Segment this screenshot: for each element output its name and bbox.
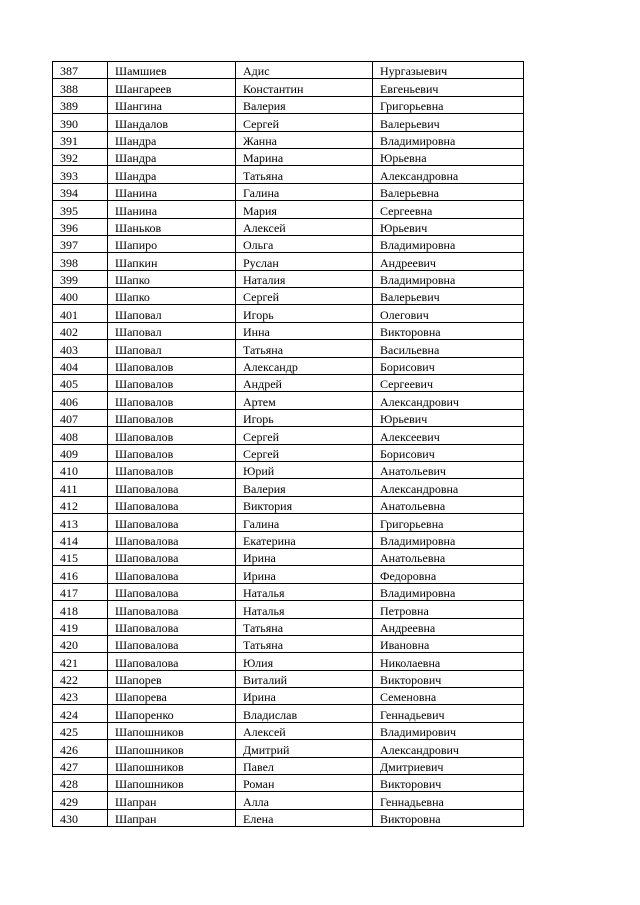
patronymic-cell: Юрьевич xyxy=(373,218,524,235)
table-row xyxy=(53,79,524,96)
table-row xyxy=(53,409,524,426)
table-row xyxy=(53,218,524,235)
first-name-cell: Галина xyxy=(236,183,373,200)
table-row xyxy=(53,253,524,270)
surname-cell: Шапоренко xyxy=(108,705,236,722)
surname-cell: Шаповалов xyxy=(108,461,236,478)
surname-cell: Шаповалов xyxy=(108,409,236,426)
table-row xyxy=(53,201,524,218)
surname-cell: Шаповалова xyxy=(108,548,236,565)
surname-cell: Шаповалова xyxy=(108,635,236,652)
names-table xyxy=(52,61,524,827)
row-number-cell: 393 xyxy=(53,166,108,183)
patronymic-cell: Анатольевна xyxy=(373,548,524,565)
patronymic-cell: Григорьевна xyxy=(373,514,524,531)
first-name-cell: Наталья xyxy=(236,601,373,618)
table-row xyxy=(53,288,524,305)
surname-cell: Шаповалова xyxy=(108,653,236,670)
surname-cell: Шамшиев xyxy=(108,62,236,79)
patronymic-cell: Евгеньевич xyxy=(373,79,524,96)
surname-cell: Шаповалова xyxy=(108,479,236,496)
first-name-cell: Андрей xyxy=(236,375,373,392)
patronymic-cell: Александровна xyxy=(373,479,524,496)
surname-cell: Шапошников xyxy=(108,775,236,792)
table-row xyxy=(53,514,524,531)
first-name-cell: Валерия xyxy=(236,479,373,496)
table-row xyxy=(53,392,524,409)
row-number-cell: 394 xyxy=(53,183,108,200)
row-number-cell: 408 xyxy=(53,427,108,444)
table-row xyxy=(53,705,524,722)
first-name-cell: Ирина xyxy=(236,566,373,583)
first-name-cell: Александр xyxy=(236,357,373,374)
row-number-cell: 400 xyxy=(53,288,108,305)
row-number-cell: 405 xyxy=(53,375,108,392)
patronymic-cell: Владимировна xyxy=(373,531,524,548)
row-number-cell: 399 xyxy=(53,270,108,287)
first-name-cell: Сергей xyxy=(236,427,373,444)
table-row xyxy=(53,183,524,200)
surname-cell: Шаповалова xyxy=(108,531,236,548)
table-row xyxy=(53,792,524,809)
surname-cell: Шапорева xyxy=(108,688,236,705)
row-number-cell: 397 xyxy=(53,235,108,252)
row-number-cell: 420 xyxy=(53,635,108,652)
first-name-cell: Руслан xyxy=(236,253,373,270)
surname-cell: Шандра xyxy=(108,148,236,165)
patronymic-cell: Анатольевна xyxy=(373,496,524,513)
row-number-cell: 412 xyxy=(53,496,108,513)
patronymic-cell: Александрович xyxy=(373,392,524,409)
names-table-body xyxy=(53,62,524,827)
table-row xyxy=(53,566,524,583)
patronymic-cell: Владимирович xyxy=(373,722,524,739)
surname-cell: Шапко xyxy=(108,270,236,287)
first-name-cell: Наталья xyxy=(236,583,373,600)
surname-cell: Шаповалова xyxy=(108,583,236,600)
patronymic-cell: Валерьевич xyxy=(373,114,524,131)
table-row xyxy=(53,357,524,374)
row-number-cell: 419 xyxy=(53,618,108,635)
patronymic-cell: Олегович xyxy=(373,305,524,322)
first-name-cell: Ирина xyxy=(236,548,373,565)
table-row xyxy=(53,340,524,357)
table-row xyxy=(53,548,524,565)
table-row xyxy=(53,688,524,705)
row-number-cell: 403 xyxy=(53,340,108,357)
first-name-cell: Владислав xyxy=(236,705,373,722)
first-name-cell: Игорь xyxy=(236,409,373,426)
patronymic-cell: Викторович xyxy=(373,775,524,792)
table-row xyxy=(53,270,524,287)
table-row xyxy=(53,479,524,496)
patronymic-cell: Борисович xyxy=(373,357,524,374)
row-number-cell: 401 xyxy=(53,305,108,322)
surname-cell: Шангареев xyxy=(108,79,236,96)
table-row xyxy=(53,618,524,635)
row-number-cell: 395 xyxy=(53,201,108,218)
row-number-cell: 424 xyxy=(53,705,108,722)
patronymic-cell: Юрьевна xyxy=(373,148,524,165)
row-number-cell: 414 xyxy=(53,531,108,548)
table-row xyxy=(53,740,524,757)
patronymic-cell: Валерьевна xyxy=(373,183,524,200)
surname-cell: Шаповалова xyxy=(108,496,236,513)
row-number-cell: 430 xyxy=(53,809,108,826)
surname-cell: Шаповал xyxy=(108,340,236,357)
row-number-cell: 423 xyxy=(53,688,108,705)
table-row xyxy=(53,444,524,461)
patronymic-cell: Юрьевич xyxy=(373,409,524,426)
surname-cell: Шаповалова xyxy=(108,514,236,531)
surname-cell: Шандалов xyxy=(108,114,236,131)
patronymic-cell: Анатольевич xyxy=(373,461,524,478)
row-number-cell: 415 xyxy=(53,548,108,565)
row-number-cell: 422 xyxy=(53,670,108,687)
patronymic-cell: Андреевна xyxy=(373,618,524,635)
first-name-cell: Константин xyxy=(236,79,373,96)
first-name-cell: Адис xyxy=(236,62,373,79)
table-row xyxy=(53,496,524,513)
table-row xyxy=(53,809,524,826)
patronymic-cell: Нургазыевич xyxy=(373,62,524,79)
row-number-cell: 390 xyxy=(53,114,108,131)
row-number-cell: 387 xyxy=(53,62,108,79)
patronymic-cell: Владимировна xyxy=(373,131,524,148)
patronymic-cell: Дмитриевич xyxy=(373,757,524,774)
first-name-cell: Ирина xyxy=(236,688,373,705)
first-name-cell: Екатерина xyxy=(236,531,373,548)
first-name-cell: Мария xyxy=(236,201,373,218)
first-name-cell: Татьяна xyxy=(236,340,373,357)
surname-cell: Шанина xyxy=(108,201,236,218)
table-row xyxy=(53,322,524,339)
table-row xyxy=(53,96,524,113)
surname-cell: Шаповалов xyxy=(108,375,236,392)
first-name-cell: Татьяна xyxy=(236,635,373,652)
table-row xyxy=(53,461,524,478)
row-number-cell: 388 xyxy=(53,79,108,96)
patronymic-cell: Валерьевич xyxy=(373,288,524,305)
first-name-cell: Ольга xyxy=(236,235,373,252)
table-row xyxy=(53,131,524,148)
row-number-cell: 425 xyxy=(53,722,108,739)
row-number-cell: 391 xyxy=(53,131,108,148)
first-name-cell: Алла xyxy=(236,792,373,809)
patronymic-cell: Андреевич xyxy=(373,253,524,270)
table-row xyxy=(53,166,524,183)
row-number-cell: 428 xyxy=(53,775,108,792)
first-name-cell: Сергей xyxy=(236,288,373,305)
table-row xyxy=(53,427,524,444)
first-name-cell: Дмитрий xyxy=(236,740,373,757)
surname-cell: Шаньков xyxy=(108,218,236,235)
patronymic-cell: Семеновна xyxy=(373,688,524,705)
patronymic-cell: Геннадьевна xyxy=(373,792,524,809)
table-row xyxy=(53,583,524,600)
surname-cell: Шанина xyxy=(108,183,236,200)
surname-cell: Шапко xyxy=(108,288,236,305)
first-name-cell: Артем xyxy=(236,392,373,409)
surname-cell: Шапран xyxy=(108,792,236,809)
row-number-cell: 404 xyxy=(53,357,108,374)
first-name-cell: Елена xyxy=(236,809,373,826)
patronymic-cell: Петровна xyxy=(373,601,524,618)
row-number-cell: 418 xyxy=(53,601,108,618)
surname-cell: Шаповалова xyxy=(108,618,236,635)
patronymic-cell: Борисович xyxy=(373,444,524,461)
first-name-cell: Алексей xyxy=(236,722,373,739)
first-name-cell: Виктория xyxy=(236,496,373,513)
table-row xyxy=(53,114,524,131)
row-number-cell: 426 xyxy=(53,740,108,757)
table-row xyxy=(53,148,524,165)
patronymic-cell: Викторович xyxy=(373,670,524,687)
row-number-cell: 396 xyxy=(53,218,108,235)
table-row xyxy=(53,305,524,322)
surname-cell: Шаповал xyxy=(108,305,236,322)
row-number-cell: 413 xyxy=(53,514,108,531)
patronymic-cell: Владимировна xyxy=(373,235,524,252)
surname-cell: Шандра xyxy=(108,131,236,148)
table-row xyxy=(53,601,524,618)
patronymic-cell: Николаевна xyxy=(373,653,524,670)
row-number-cell: 406 xyxy=(53,392,108,409)
table-row xyxy=(53,757,524,774)
patronymic-cell: Сергеевна xyxy=(373,201,524,218)
table-row xyxy=(53,531,524,548)
surname-cell: Шапошников xyxy=(108,740,236,757)
first-name-cell: Юлия xyxy=(236,653,373,670)
patronymic-cell: Викторовна xyxy=(373,322,524,339)
surname-cell: Шаповалов xyxy=(108,392,236,409)
patronymic-cell: Сергеевич xyxy=(373,375,524,392)
surname-cell: Шаповалов xyxy=(108,357,236,374)
row-number-cell: 410 xyxy=(53,461,108,478)
patronymic-cell: Владимировна xyxy=(373,583,524,600)
patronymic-cell: Ивановна xyxy=(373,635,524,652)
table-row xyxy=(53,653,524,670)
row-number-cell: 429 xyxy=(53,792,108,809)
patronymic-cell: Григорьевна xyxy=(373,96,524,113)
first-name-cell: Татьяна xyxy=(236,166,373,183)
row-number-cell: 416 xyxy=(53,566,108,583)
first-name-cell: Сергей xyxy=(236,114,373,131)
patronymic-cell: Владимировна xyxy=(373,270,524,287)
surname-cell: Шаповалова xyxy=(108,601,236,618)
first-name-cell: Инна xyxy=(236,322,373,339)
surname-cell: Шаповал xyxy=(108,322,236,339)
first-name-cell: Валерия xyxy=(236,96,373,113)
patronymic-cell: Алексеевич xyxy=(373,427,524,444)
row-number-cell: 409 xyxy=(53,444,108,461)
table-row xyxy=(53,235,524,252)
row-number-cell: 411 xyxy=(53,479,108,496)
patronymic-cell: Васильевна xyxy=(373,340,524,357)
row-number-cell: 417 xyxy=(53,583,108,600)
surname-cell: Шандра xyxy=(108,166,236,183)
table-row xyxy=(53,635,524,652)
table-row xyxy=(53,722,524,739)
patronymic-cell: Викторовна xyxy=(373,809,524,826)
surname-cell: Шапкин xyxy=(108,253,236,270)
first-name-cell: Роман xyxy=(236,775,373,792)
first-name-cell: Наталия xyxy=(236,270,373,287)
first-name-cell: Юрий xyxy=(236,461,373,478)
surname-cell: Шаповалов xyxy=(108,444,236,461)
surname-cell: Шапиро xyxy=(108,235,236,252)
first-name-cell: Игорь xyxy=(236,305,373,322)
patronymic-cell: Федоровна xyxy=(373,566,524,583)
surname-cell: Шаповалов xyxy=(108,427,236,444)
first-name-cell: Алексей xyxy=(236,218,373,235)
patronymic-cell: Александровна xyxy=(373,166,524,183)
first-name-cell: Галина xyxy=(236,514,373,531)
first-name-cell: Павел xyxy=(236,757,373,774)
patronymic-cell: Геннадьевич xyxy=(373,705,524,722)
first-name-cell: Марина xyxy=(236,148,373,165)
row-number-cell: 402 xyxy=(53,322,108,339)
table-row xyxy=(53,375,524,392)
table-row xyxy=(53,62,524,79)
first-name-cell: Жанна xyxy=(236,131,373,148)
first-name-cell: Сергей xyxy=(236,444,373,461)
first-name-cell: Виталий xyxy=(236,670,373,687)
table-row xyxy=(53,775,524,792)
row-number-cell: 398 xyxy=(53,253,108,270)
row-number-cell: 427 xyxy=(53,757,108,774)
surname-cell: Шангина xyxy=(108,96,236,113)
table-row xyxy=(53,670,524,687)
row-number-cell: 392 xyxy=(53,148,108,165)
surname-cell: Шапошников xyxy=(108,722,236,739)
first-name-cell: Татьяна xyxy=(236,618,373,635)
patronymic-cell: Александрович xyxy=(373,740,524,757)
surname-cell: Шапорев xyxy=(108,670,236,687)
row-number-cell: 407 xyxy=(53,409,108,426)
row-number-cell: 421 xyxy=(53,653,108,670)
surname-cell: Шаповалова xyxy=(108,566,236,583)
surname-cell: Шапошников xyxy=(108,757,236,774)
surname-cell: Шапран xyxy=(108,809,236,826)
row-number-cell: 389 xyxy=(53,96,108,113)
